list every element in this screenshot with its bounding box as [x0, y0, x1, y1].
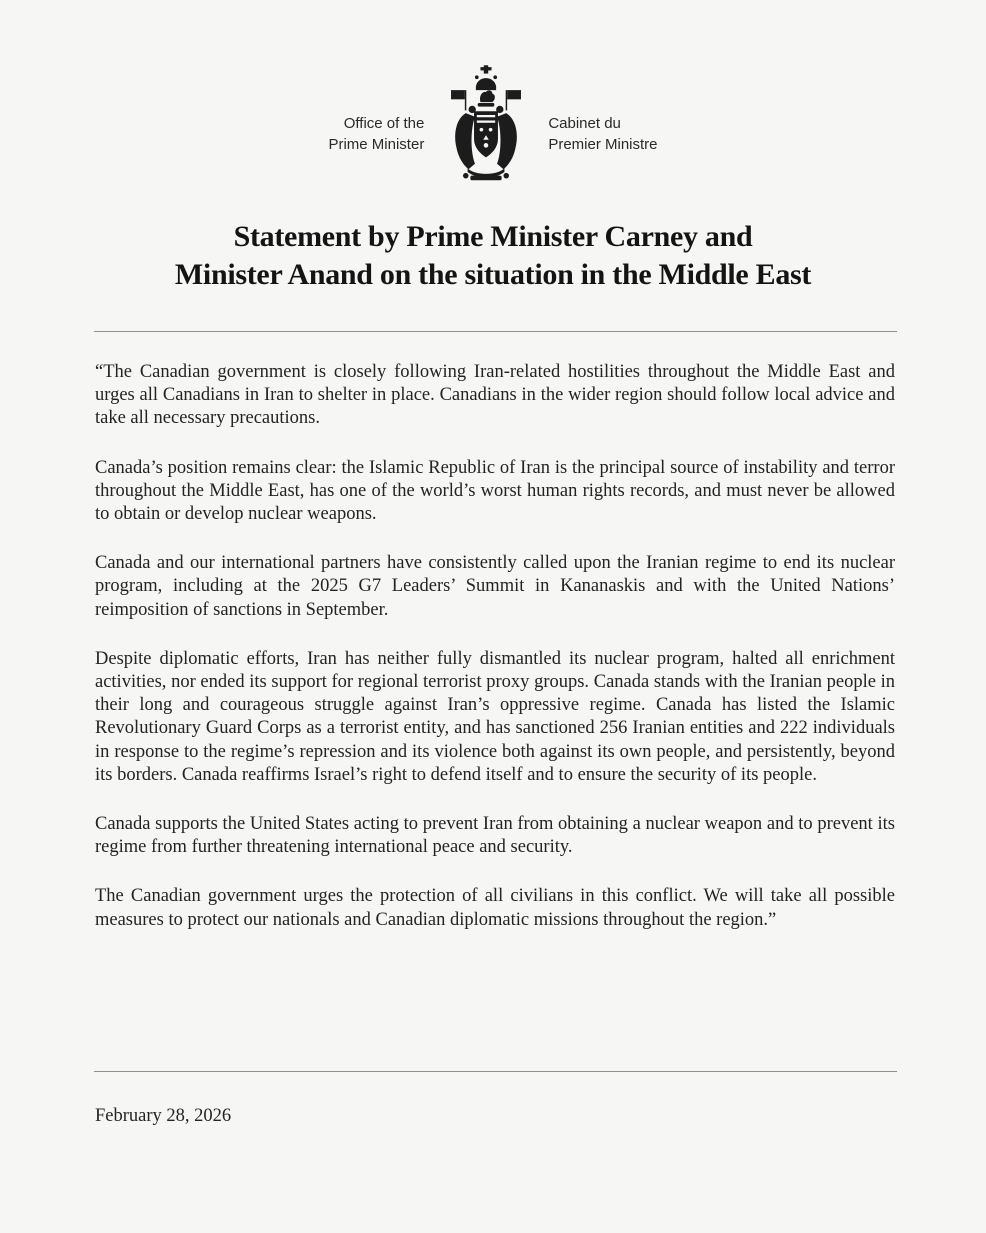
- statement-paragraph-6: The Canadian government urges the protection of all civilians in this conflict. We will take all possible measures to protect our nationals and Canadian diplomatic missions throughout the region.”: [95, 886, 895, 930]
- office-label-english-line1: Office of the: [343, 115, 425, 132]
- statement-paragraph-4: Despite diplomatic efforts, Iran has neither fully dismantled its nuclear program, halted all enrichment activities, nor ended its support for regional terrorist proxy groups. Canada stands with the Iranian people in their long and courageous struggle against Iran’s oppressive regime. Canada has listed the Islamic Revolutionary Guard Corps as a terrorist entity, and has sanctioned 256 Iranian entities and 222 individuals in response to the regime’s repression and its violence both against its own people, and persistently, beyond its borders. Canada reaffirms Israel’s right to defend itself and to ensure the security of its people.: [95, 648, 895, 785]
- office-label-english: [328, 113, 424, 155]
- page-title-line2: Minister Anand on the situation in the Middle East: [174, 258, 812, 292]
- statement-date: February 28, 2026: [95, 1106, 232, 1126]
- canada-coat-of-arms-icon: [440, 64, 532, 188]
- statement-paragraph-3: Canada and our international partners have consistently called upon the Iranian regime to end its nuclear program, including at the 2025 G7 Leaders’ Summit in Kananaskis and with the United Nations’ reimposition of sanctions in September.: [95, 553, 895, 620]
- page-title: [0, 218, 986, 294]
- statement-body: [95, 361, 895, 932]
- office-label-english-line2: Prime Minister: [328, 136, 425, 153]
- divider-top: [94, 331, 897, 332]
- statement-paragraph-5: Canada supports the United States acting to prevent Iran from obtaining a nuclear weapon and to prevent its regime from further threatening international peace and security.: [95, 814, 895, 858]
- page-title-line1: Statement by Prime Minister Carney and: [233, 220, 753, 253]
- office-label-french-line2: Premier Ministre: [548, 136, 658, 153]
- statement-paragraph-1: “The Canadian government is closely following Iran-related hostilities throughout the Middle East and urges all Canadians in Iran to shelter in place. Canadians in the wider region should follow local advice and take all necessary precautions.: [95, 362, 895, 429]
- letterhead: [0, 64, 986, 188]
- divider-bottom: [94, 1071, 897, 1072]
- office-label-french: [548, 113, 657, 155]
- office-label-french-line1: Cabinet du: [548, 115, 621, 132]
- statement-paragraph-2: Canada’s position remains clear: the Islamic Republic of Iran is the principal source of instability and terror throughout the Middle East, has one of the world’s worst human rights records, and must never be allowed to obtain or develop nuclear weapons.: [95, 457, 895, 525]
